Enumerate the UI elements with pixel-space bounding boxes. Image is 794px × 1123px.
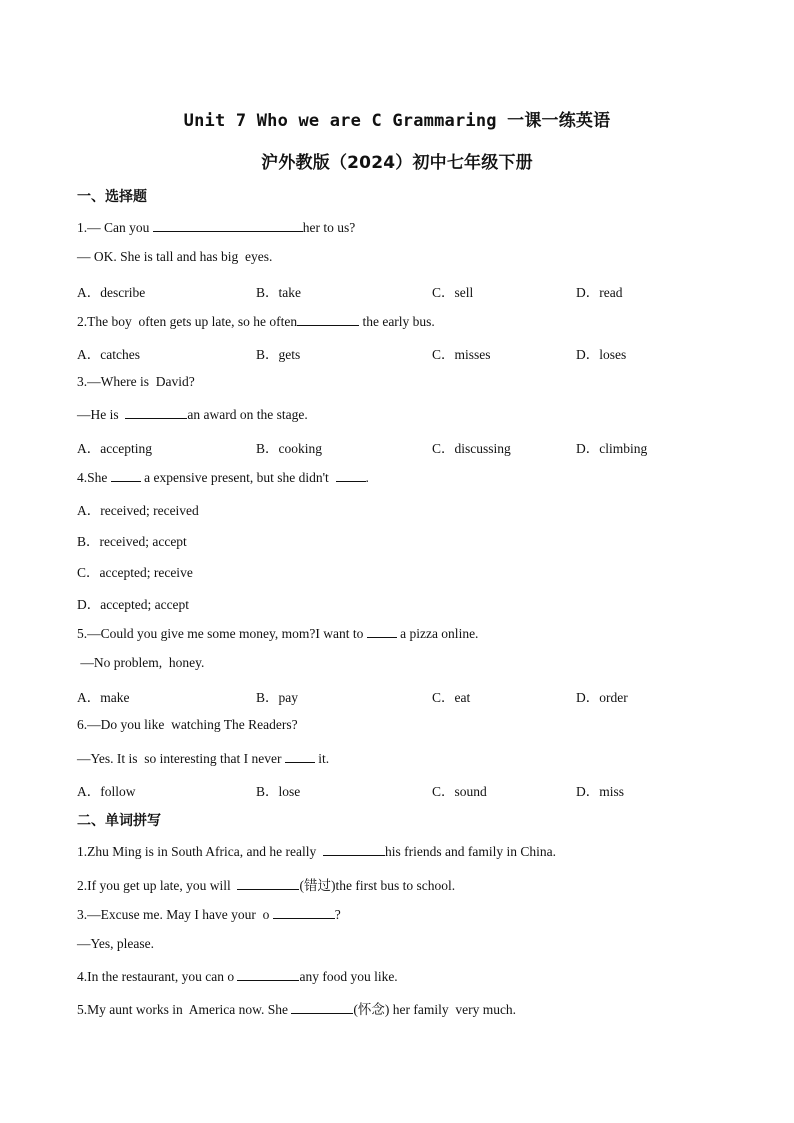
- option-b: B．gets: [256, 347, 301, 362]
- section-heading-choice: 一、选择题: [77, 189, 147, 205]
- q4-text-c: .: [365, 470, 369, 485]
- spelling-4: [77, 967, 398, 985]
- s2-text-a: 2.If you get up late, you will: [77, 878, 238, 893]
- s3-text-b: ?: [334, 907, 341, 922]
- s1-text-a: 1.Zhu Ming is in South Africa, and he really: [77, 844, 323, 859]
- spelling-1: [77, 842, 556, 860]
- option-d: D．miss: [576, 784, 625, 799]
- question-2-stem: [77, 312, 435, 330]
- answer-blank: [285, 749, 315, 763]
- question-1-stem: [77, 218, 355, 236]
- s4-text-b: any food you like.: [299, 969, 398, 984]
- question-6-line2: [77, 749, 329, 767]
- option-c: C．eat: [432, 690, 471, 705]
- question-5-stem: [77, 624, 478, 642]
- question-1-options: [77, 281, 717, 299]
- answer-blank: [297, 312, 359, 326]
- s1-text-b: his friends and family in China.: [384, 844, 556, 859]
- question-4-option-d: D．accepted; accept: [77, 597, 190, 612]
- answer-blank: [336, 468, 366, 482]
- question-4-option-c: C．accepted; receive: [77, 565, 193, 580]
- answer-blank: [153, 218, 303, 232]
- question-6-options: [77, 780, 717, 798]
- page-title-line1: Unit 7 Who we are C Grammaring 一课一练英语: [183, 111, 611, 131]
- answer-blank: [273, 905, 335, 919]
- option-b: B．pay: [256, 690, 298, 705]
- answer-blank: [367, 624, 397, 638]
- s5-text-b: (怀念) her family very much.: [353, 1002, 517, 1017]
- q3-text-b: an award on the stage.: [187, 407, 308, 422]
- answer-blank: [323, 842, 385, 856]
- q5-text-b: a pizza online.: [396, 626, 479, 641]
- option-a: A．catches: [77, 347, 140, 362]
- option-c: C．sell: [432, 285, 474, 300]
- option-d: D．order: [576, 690, 628, 705]
- question-5-options: [77, 686, 717, 704]
- option-b: B．lose: [256, 784, 301, 799]
- option-a: A．accepting: [77, 441, 152, 456]
- answer-blank: [237, 967, 299, 981]
- question-2-options: [77, 343, 717, 361]
- option-b: B．take: [256, 285, 301, 300]
- section-heading-spelling: 二、单词拼写: [77, 813, 161, 829]
- answer-blank: [111, 468, 141, 482]
- question-6-stem: 6.—Do you like watching The Readers?: [77, 717, 298, 732]
- q6-text-b: it.: [314, 751, 330, 766]
- option-d: D．climbing: [576, 441, 648, 456]
- question-4-option-a: A．received; received: [77, 503, 199, 518]
- q5-text-a: 5.—Could you give me some money, mom?I want to: [77, 626, 367, 641]
- spelling-3: [77, 905, 341, 923]
- option-c: C．sound: [432, 784, 487, 799]
- question-3-line2: [77, 405, 308, 423]
- s4-text-a: 4.In the restaurant, you can o: [77, 969, 238, 984]
- option-c: C．misses: [432, 347, 491, 362]
- option-d: D．loses: [576, 347, 627, 362]
- option-a: A．follow: [77, 784, 136, 799]
- question-4-option-b: B．received; accept: [77, 534, 187, 549]
- answer-blank: [291, 1000, 353, 1014]
- q1-text-b: her to us?: [302, 220, 356, 235]
- option-d: D．read: [576, 285, 623, 300]
- q3-text-a: —He is: [77, 407, 126, 422]
- option-b: B．cooking: [256, 441, 322, 456]
- option-c: C．discussing: [432, 441, 511, 456]
- q2-text-b: the early bus.: [359, 314, 435, 329]
- question-3-options: [77, 437, 717, 455]
- q6-text-a: —Yes. It is so interesting that I never: [77, 751, 285, 766]
- spelling-2: [77, 874, 455, 894]
- answer-blank: [125, 405, 187, 419]
- question-4-stem: [77, 468, 369, 486]
- spelling-5: [77, 998, 516, 1018]
- question-3-stem: 3.—Where is David?: [77, 374, 195, 389]
- question-5-line2: —No problem, honey.: [77, 655, 205, 670]
- spelling-3-reply: —Yes, please.: [77, 936, 154, 951]
- s5-text-a: 5.My aunt works in America now. She: [77, 1002, 292, 1017]
- q4-text-b: a expensive present, but she didn't: [140, 470, 336, 485]
- page-title-line2: 沪外教版（2024）初中七年级下册: [261, 153, 533, 173]
- s3-text-a: 3.—Excuse me. May I have your o: [77, 907, 273, 922]
- s2-text-b: (错过)the first bus to school.: [299, 878, 456, 893]
- q1-text-a: 1.— Can you: [77, 220, 153, 235]
- option-a: A．make: [77, 690, 130, 705]
- question-1-line2: — OK. She is tall and has big eyes.: [77, 249, 273, 264]
- answer-blank: [237, 876, 299, 890]
- q4-text-a: 4.She: [77, 470, 111, 485]
- option-a: A．describe: [77, 285, 146, 300]
- q2-text-a: 2.The boy often gets up late, so he often: [77, 314, 298, 329]
